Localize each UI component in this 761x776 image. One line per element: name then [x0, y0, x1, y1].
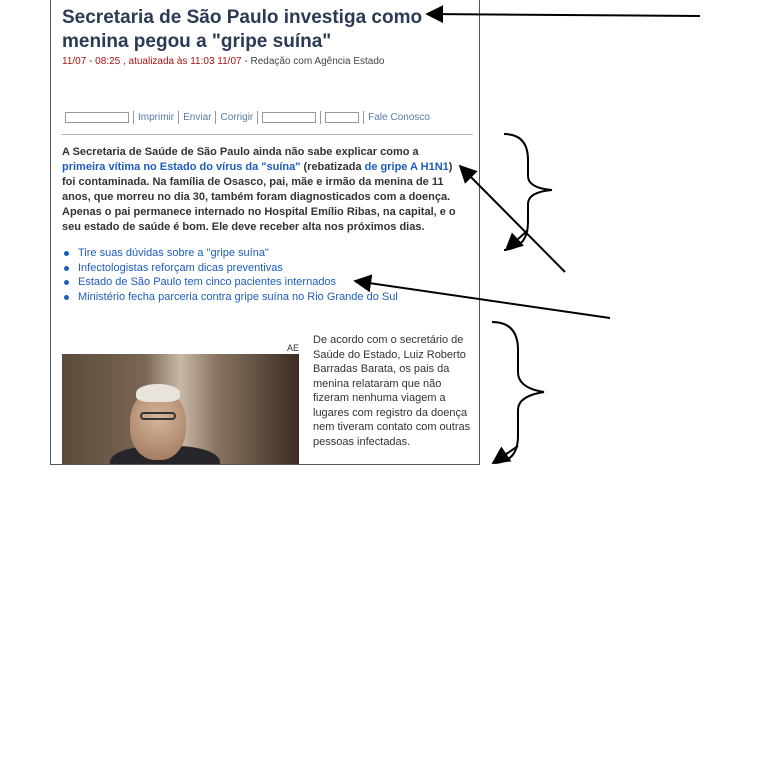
- print-button[interactable]: Imprimir: [138, 111, 175, 123]
- h1n1-link[interactable]: de gripe A H1N1: [364, 161, 449, 173]
- lead-text: ) foi contaminada. Na família de Osasco, pai, mãe e irmão da menina de 11 anos, que morreu no dia 30, também foram diagnosticados com a doença. Apenas o pai permanece internado no Hospital Emílio Ribas, na capital, e o seu estado de saúde é bom. Ele deve receber alta nos próximos dias.: [62, 161, 456, 233]
- first-victim-link[interactable]: primeira vítima no Estado do vírus da "suína": [62, 161, 301, 173]
- related-link[interactable]: Ministério fecha parceria contra gripe suína no Rio Grande do Sul: [62, 290, 398, 305]
- body-brace: [492, 322, 544, 463]
- bullet-link-arrow: [355, 281, 610, 318]
- hyperlink-arrow: [460, 166, 565, 272]
- side-paragraph: De acordo com o secretário de Saúde do Estado, Luiz Roberto Barradas Barata, os pais da menina relataram que não fizeram nenhuma viagem a lugares com registro da doença nem tiveram contato com outras pessoas infectadas.: [313, 334, 471, 448]
- article-source: - Redação com Agência Estado: [244, 56, 385, 67]
- lead-text: (rebatizada: [300, 161, 365, 173]
- related-link[interactable]: Tire suas dúvidas sobre a "gripe suína": [62, 246, 398, 261]
- article-title: Secretaria de São Paulo investiga como menina pegou a "gripe suína": [62, 7, 423, 52]
- contact-link[interactable]: Fale Conosco: [368, 111, 430, 123]
- photo-credit: AE: [287, 343, 300, 353]
- correct-button[interactable]: Corrigir: [220, 111, 254, 123]
- title-arrow: [427, 14, 700, 16]
- related-link[interactable]: Estado de São Paulo tem cinco pacientes internados: [62, 275, 398, 290]
- related-link[interactable]: Infectologistas reforçam dicas preventivas: [62, 261, 398, 276]
- lead-brace: [504, 134, 552, 250]
- article-date: 11/07 - 08:25 , atualizada às 11:03 11/07: [62, 56, 242, 67]
- send-button[interactable]: Enviar: [183, 111, 212, 123]
- lead-text: A Secretaria de Saúde de São Paulo ainda não sabe explicar como a: [62, 146, 419, 158]
